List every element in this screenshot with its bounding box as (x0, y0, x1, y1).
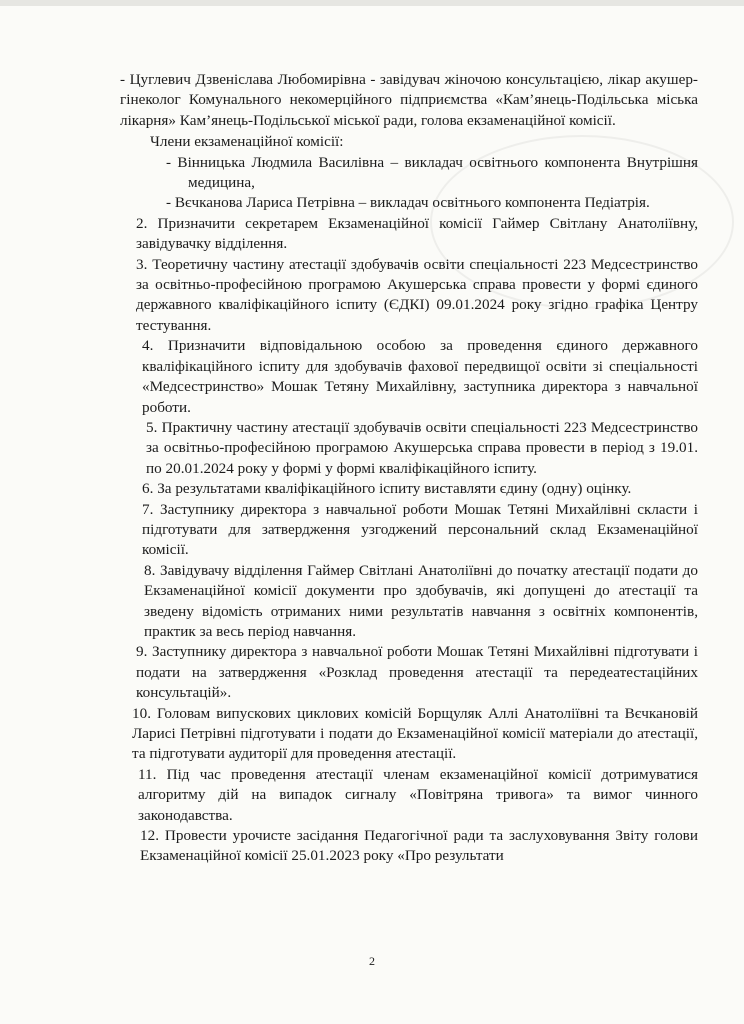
order-item-7: 7. Заступнику директора з навчальної роботи Мошак Тетяні Михайлівні скласти і підготувати для затвердження узгоджений персональний склад Екзаменаційної комісії. (142, 500, 698, 559)
page-number: 2 (369, 954, 375, 968)
document-body (120, 70, 698, 867)
member-item: - Вєчканова Лариса Петрівна – викладач освітнього компонента Педіатрія. (166, 194, 650, 212)
members-heading: Члени екзаменаційної комісії: (150, 133, 344, 151)
order-item-6: 6. За результатами кваліфікаційного іспиту виставляти єдину (одну) оцінку. (142, 480, 632, 498)
member-item: - Вінницька Людмила Василівна – викладач освітнього компонента Внутрішня медицина, (166, 153, 698, 192)
order-item-9: 9. Заступнику директора з навчальної роботи Мошак Тетяні Михайлівні підготувати і подати на затвердження «Розклад проведення атестації та передеатестаційних консультацій». (136, 643, 698, 702)
order-item-12: 12. Провести урочисте засідання Педагогічної ради та заслуховування Звіту голови Екзаменаційної комісії 25.01.2023 року «Про результати (140, 827, 698, 865)
order-item-4: 4. Призначити відповідальною особою за проведення єдиного державного кваліфікаційного іспиту для здобувачів фахової передвищої освіти зі спеціальності «Медсестринство» Мошак Тетяну Михайлівну, заступника директора з навчальної роботи. (142, 337, 698, 416)
chair-paragraph: - Цуглевич Дзвеніслава Любомирівна - завідувач жіночою консультацією, лікар акушер-гінеколог Комунального некомерційного підприємства «Кам’янець-Подільська міська лікарня» Кам’янець-Подільської міської ради, голова екзаменаційної комісії. (120, 71, 698, 129)
order-item-3: 3. Теоретичну частину атестації здобувачів освіти спеціальності 223 Медсестринство за освітньо-професійною програмою Акушерська справа провести у формі єдиного державного кваліфікаційного іспиту (ЄДКІ) 09.01.2024 року згідно графіка Центру тестування. (136, 255, 698, 334)
order-item-8: 8. Завідувачу відділення Гаймер Світлані Анатоліївні до початку атестації подати до Екзаменаційної комісії документи про здобувачів, які допущені до атестації та зведену відомість отриманих ними результатів навчання з освітніх компонентів, практик за весь період навчання. (144, 561, 698, 640)
scan-edge (0, 0, 744, 6)
order-item-11: 11. Під час проведення атестації членам екзаменаційної комісії дотримуватися алгоритму дій на випадок сигналу «Повітряна тривога» та вимог чинного законодавства. (138, 765, 698, 824)
order-item-2: 2. Призначити секретарем Екзаменаційної комісії Гаймер Світлану Анатоліївну, завідувачку відділення. (136, 214, 698, 253)
order-item-5: 5. Практичну частину атестації здобувачів освіти спеціальності 223 Медсестринство за освітньо-професійною програмою Акушерська справа провести в період з 19.01. по 20.01.2024 року у формі у формі кваліфікаційного іспиту. (146, 418, 698, 477)
order-item-10: 10. Головам випускових циклових комісій Борщуляк Аллі Анатоліївні та Вєчкановій Ларисі Петрівні підготувати і подати до Екзаменаційної комісії матеріали до атестації, та підготувати аудиторії для проведення атестації. (132, 704, 698, 763)
